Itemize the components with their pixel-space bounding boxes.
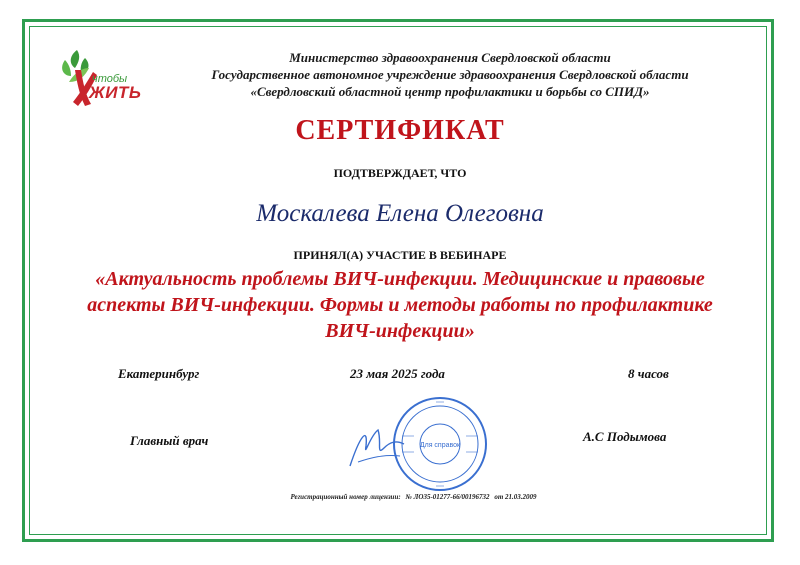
stamp-center-text: Для справок [419,442,461,449]
license-number: № ЛО35-01277-66/00196732 [405,493,490,501]
org-line-center: «Свердловский областной центр профилактики и борьбы со СПИД» [250,84,650,99]
event-date: 23 мая 2025 года [350,366,445,381]
license-line [0,493,800,501]
certificate-title: СЕРТИФИКАТ [295,115,505,146]
org-line-institution: Государственное автономное учреждение здравоохранения Свердловской области [211,67,689,82]
license-date: от 21.03.2009 [494,493,537,501]
license-label: Регистрационный номер лицензии: [290,493,401,501]
city: Екатеринбург [118,366,200,381]
webinar-title: «Актуальность проблемы ВИЧ-инфекции. Медицинские и правовые аспекты ВИЧ-инфекции. Формы и методы работы по профилактике ВИЧ-инфекции» [87,268,713,342]
signer-position: Главный врач [130,433,209,448]
recipient-name: Москалева Елена Олеговна [256,200,544,227]
participation-text: ПРИНЯЛ(А) УЧАСТИЕ В ВЕБИНАРЕ [293,248,507,262]
duration-hours: 8 часов [628,366,669,381]
logo-text-line1: чтобы [92,73,128,85]
org-line-ministry: Министерство здравоохранения Свердловской области [289,50,611,65]
confirms-text: ПОДТВЕРЖДАЕТ, ЧТО [333,166,467,180]
official-stamp-icon [340,396,520,496]
signer-name: А.С Подымова [583,429,667,444]
logo-text-line2: ЖИТЬ [89,83,142,102]
